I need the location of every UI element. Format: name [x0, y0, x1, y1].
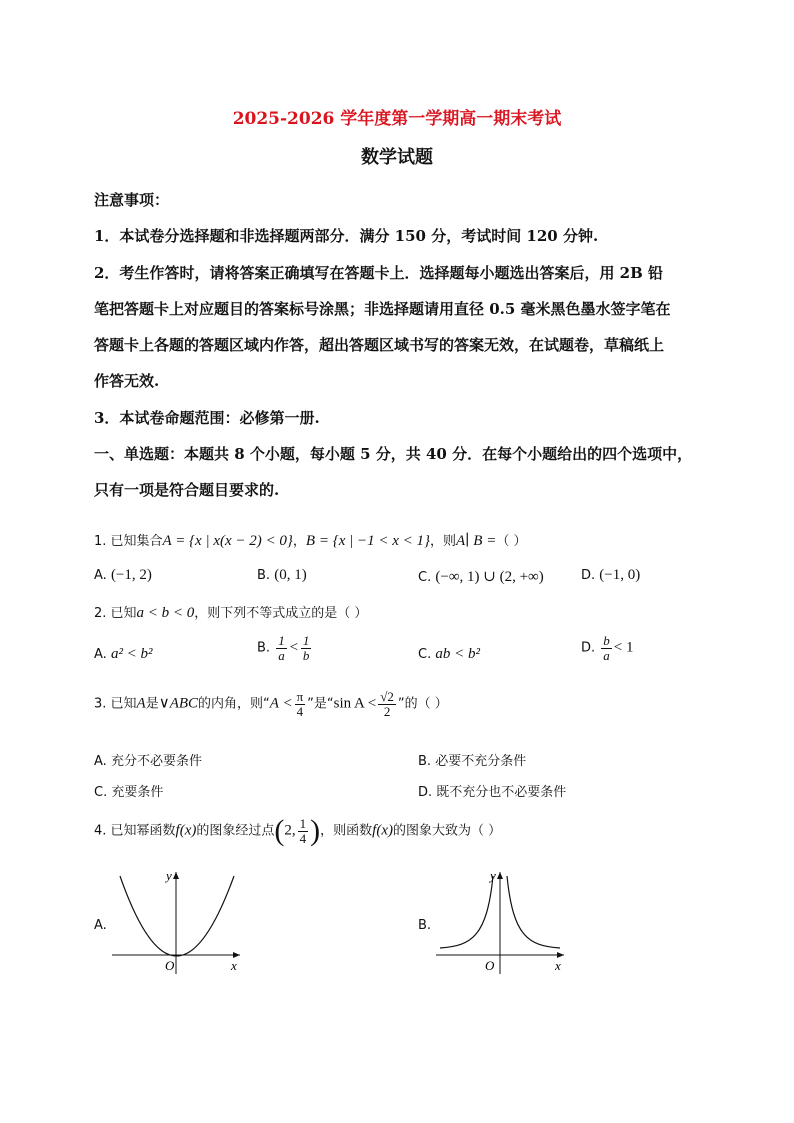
- fraction: [601, 634, 612, 662]
- option-value: 必要不充分条件: [435, 754, 527, 769]
- denominator: 2: [383, 703, 391, 719]
- option-label: B.: [257, 640, 271, 656]
- graph-a-parabola: [108, 866, 258, 978]
- question-1-sep: ，: [292, 534, 306, 549]
- option-label: A.: [94, 647, 107, 662]
- option-value: 既不充分也不必要条件: [436, 785, 567, 800]
- x-axis-label: x: [555, 958, 561, 973]
- option-label: D.: [581, 640, 596, 656]
- point-x: 2,: [284, 822, 296, 839]
- option-value: (0, 1): [274, 567, 307, 583]
- option-value: ab < b²: [435, 646, 480, 662]
- option-label: D.: [581, 568, 596, 583]
- question-1-option-c: [418, 567, 544, 586]
- question-2-prefix: 2. 已知: [94, 606, 137, 621]
- variable-a: A: [136, 695, 146, 712]
- notice-item-3: 3．本试卷命题范围：必修第一册.: [94, 409, 320, 427]
- graph-a-label: A.: [94, 918, 107, 933]
- text: ，则函数: [320, 823, 373, 839]
- option-label: B.: [257, 568, 271, 583]
- question-3-prefix: 3. 已知: [94, 696, 137, 712]
- function-f: f(x): [372, 822, 393, 839]
- question-2-option-d: [581, 634, 634, 662]
- text: ”是“: [307, 696, 334, 712]
- option-value: a² < b²: [110, 646, 153, 662]
- question-2-suffix: ，则下列不等式成立的是（ ）: [194, 606, 368, 621]
- question-2-option-b: [257, 634, 313, 662]
- question-2: [94, 602, 367, 622]
- notice-heading: 注意事项：: [94, 191, 170, 209]
- denominator: b: [302, 647, 310, 663]
- numerator: π: [296, 689, 304, 704]
- question-3-option-d: [418, 781, 566, 800]
- notice-item-2-line-3: 答题卡上各题的答题区域内作答，超出答题区域书写的答案无效，在试题卷，草稿纸上: [94, 336, 665, 354]
- curve-right: [507, 876, 560, 948]
- denominator: a: [603, 647, 610, 663]
- option-label: C.: [418, 570, 432, 585]
- notice-item-2-line-1: 2．考生作答时，请将答案正确填写在答题卡上．选择题每小题选出答案后，用 2B 铅: [94, 264, 664, 282]
- curve: [120, 876, 234, 956]
- question-3-option-a: [94, 750, 202, 769]
- graph-b-label: B.: [418, 918, 432, 933]
- question-3-option-b: [418, 750, 526, 769]
- condition-a: A <: [269, 695, 293, 712]
- option-label: C.: [418, 647, 432, 662]
- denominator: a: [278, 647, 285, 663]
- notice-item-1: 1．本试卷分选择题和非选择题两部分．满分 150 分，考试时间 120 分钟.: [94, 227, 599, 245]
- question-1-blank: （ ）: [496, 534, 527, 549]
- question-2-option-a: [94, 646, 153, 663]
- denominator: 4: [296, 703, 304, 719]
- fraction-root2-over-2: [378, 690, 396, 718]
- option-value: (−∞, 1) ∪ (2, +∞): [435, 569, 544, 585]
- option-value: (−1, 0): [599, 567, 641, 583]
- numerator: b: [603, 633, 610, 648]
- option-value: 充分不必要条件: [110, 754, 202, 769]
- condition-sin-a: sin A <: [333, 695, 377, 712]
- notice-item-2-line-2: 笔把答题卡上对应题目的答案标号涂黑；非选择题请用直径 0.5 毫米黑色墨水签字笔在: [94, 300, 671, 318]
- fraction: [301, 634, 312, 662]
- fraction-one-quarter: [298, 817, 309, 845]
- question-4-prefix: 4. 已知幂函数: [94, 823, 176, 839]
- question-1-option-d: [581, 567, 640, 584]
- question-1-prefix: 1. 已知集合: [94, 534, 163, 549]
- fraction-pi-over-4: [295, 690, 306, 718]
- paren-close: ): [310, 814, 321, 847]
- numerator: √2: [380, 689, 394, 704]
- option-value: 充要条件: [111, 785, 164, 800]
- notice-item-2-line-4: 作答无效.: [94, 372, 160, 390]
- question-3: [94, 690, 448, 718]
- question-4-suffix: 的图象大致为（ ）: [392, 823, 502, 839]
- origin-label: O: [485, 958, 495, 973]
- option-label: A.: [94, 568, 107, 583]
- origin-label: O: [165, 958, 175, 973]
- text: 是: [145, 696, 159, 712]
- question-1-option-a: [94, 567, 152, 584]
- section-1-instructions-line-1: 一、单选题：本题共 8 个小题，每小题 5 分，共 40 分．在每个小题给出的四个选项中，: [94, 445, 693, 463]
- question-1-suffix: ，则: [430, 534, 457, 549]
- curve-left: [440, 876, 493, 948]
- triangle-abc: ∨ABC: [158, 695, 199, 712]
- option-value: (−1, 2): [110, 567, 152, 583]
- numerator: 1: [302, 633, 310, 648]
- question-2-condition: a < b < 0: [136, 605, 195, 621]
- option-value: < 1: [613, 639, 634, 656]
- numerator: 1: [299, 815, 307, 831]
- option-label: C.: [94, 785, 108, 800]
- question-2-option-c: [418, 646, 480, 663]
- question-1-option-b: [257, 567, 307, 584]
- question-1: [94, 530, 526, 550]
- function-f: f(x): [175, 822, 197, 839]
- text: 的图象经过点: [196, 823, 275, 839]
- section-1-instructions-line-2: 只有一项是符合题目要求的.: [94, 481, 280, 499]
- option-label: D.: [418, 785, 433, 800]
- fraction: [276, 634, 287, 662]
- question-1-expr: A∣ B =: [456, 533, 497, 549]
- question-1-set-a: A = {x | x(x − 2) < 0}: [162, 533, 293, 549]
- graph-b-reciprocal-square: [432, 866, 582, 978]
- x-axis-label: x: [231, 958, 237, 973]
- question-3-option-c: [94, 781, 163, 800]
- option-label: B.: [418, 754, 432, 769]
- exam-subtitle: 数学试题: [361, 147, 433, 168]
- y-axis-label: y: [166, 868, 172, 883]
- denominator: 4: [299, 830, 307, 846]
- option-label: A.: [94, 754, 107, 769]
- exam-title: 2025-2026 学年度第一学期高一期末考试: [232, 109, 562, 129]
- paren-open: (: [274, 814, 285, 847]
- text: 的内角，则“: [198, 696, 270, 712]
- question-4: [94, 816, 501, 846]
- question-3-suffix: ”的（ ）: [397, 696, 448, 712]
- question-1-set-b: B = {x | −1 < x < 1}: [305, 533, 430, 549]
- numerator: 1: [278, 633, 285, 648]
- y-axis-label: y: [490, 868, 496, 883]
- operator: <: [288, 639, 299, 656]
